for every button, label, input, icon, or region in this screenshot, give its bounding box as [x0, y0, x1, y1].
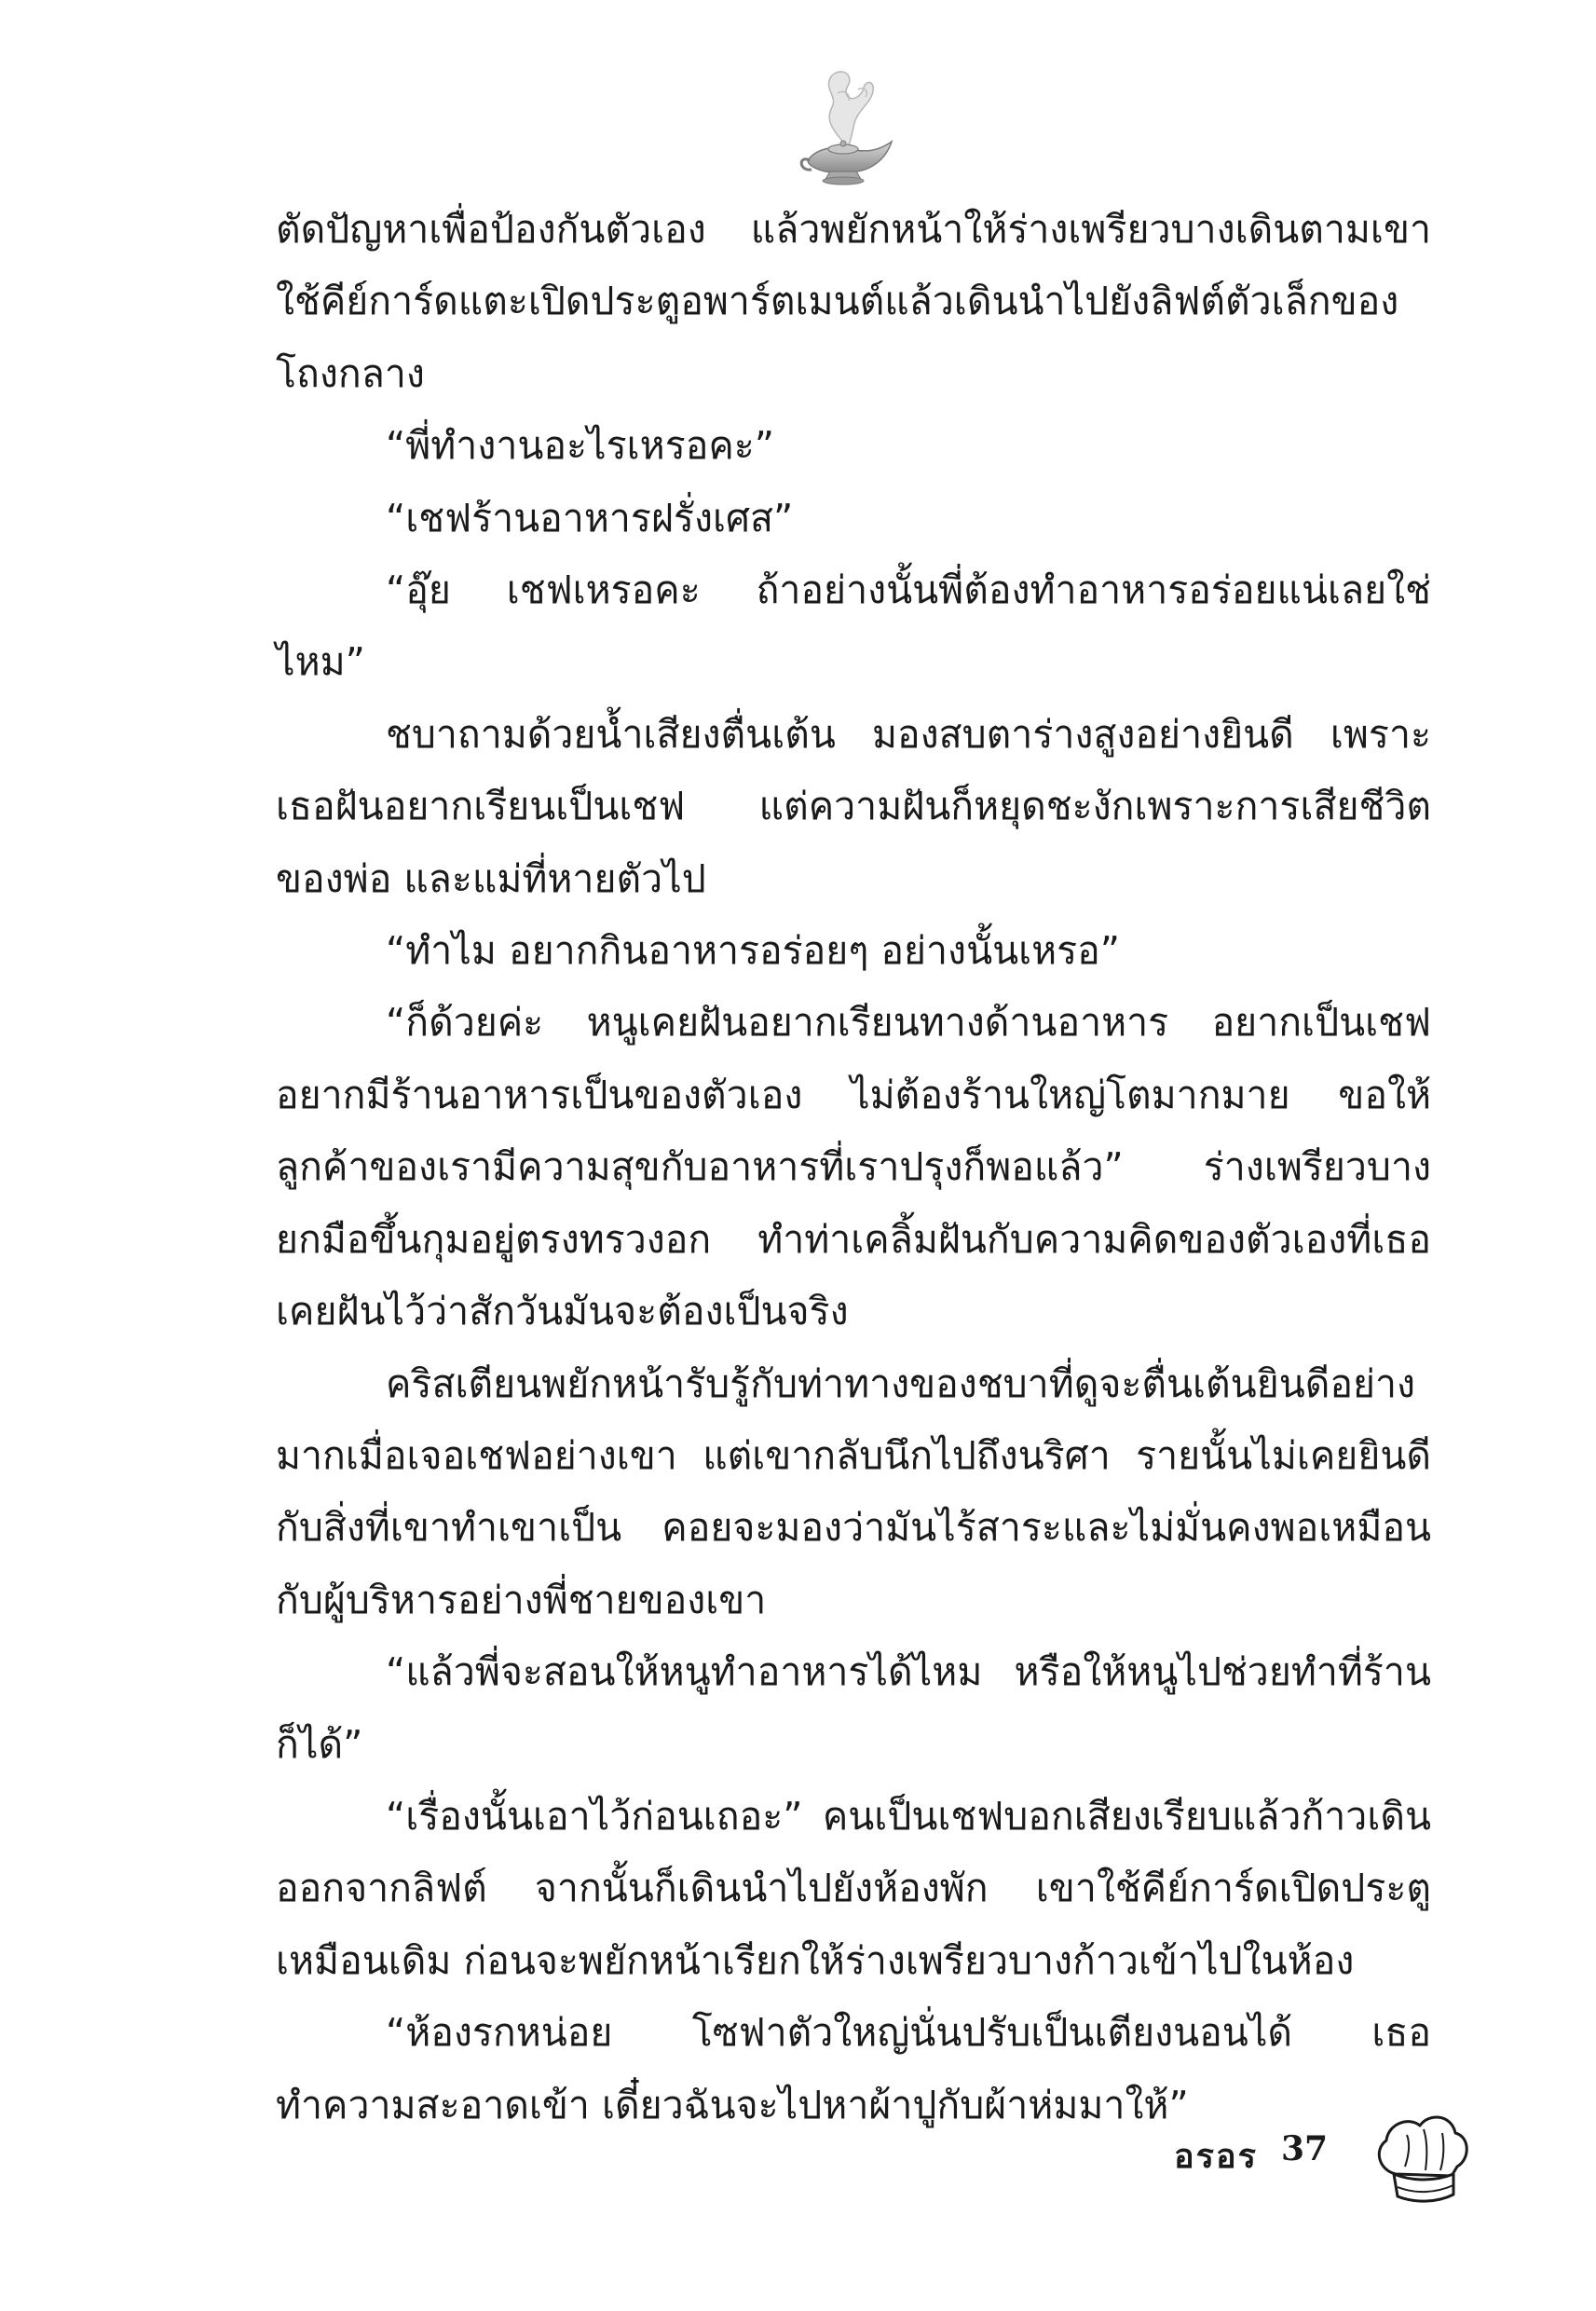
body-text [276, 194, 1431, 2141]
genie-lamp-icon [797, 56, 899, 196]
page-footer [1155, 2101, 1491, 2250]
paragraph: “อุ๊ย เชฟเหรอคะ ถ้าอย่างนั้นพี่ต้องทำอาหารอร่อยแน่เลยใช่ไหม” [276, 567, 1431, 685]
paragraph: “ห้องรกหน่อย โซฟาตัวใหญ่นั่นปรับเป็นเตียงนอนได้ เธอทำความสะอาดเข้า เดี๋ยวฉันจะไปหาผ้าปูกับผ้าห่มมาให้” [276, 2010, 1431, 2127]
paragraph: คริสเตียนพยักหน้ารับรู้กับท่าทางของชบาที่ดูจะตื่นเต้นยินดีอย่างมากเมื่อเจอเชฟอย่างเขา แต่เขากลับนึกไปถึงนริศา รายนั้นไม่เคยยินดีกับสิ่งที่เขาทำเขาเป็น คอยจะมองว่ามันไร้สาระและไม่มั่นคงพอเหมือนกับผู้บริหารอย่างพี่ชายของเขา [276, 1361, 1431, 1622]
paragraph: ชบาถามด้วยน้ำเสียงตื่นเต้น มองสบตาร่างสูงอย่างยินดี เพราะเธอฝันอยากเรียนเป็นเชฟ แต่ความฝันก็หยุดชะงักเพราะการเสียชีวิตของพ่อ และแม่ที่หายตัวไป [276, 711, 1431, 901]
paragraph: “เรื่องนั้นเอาไว้ก่อนเถอะ” คนเป็นเชฟบอกเสียงเรียบแล้วก้าวเดินออกจากลิฟต์ จากนั้นก็เดินนำไปยังห้องพัก เขาใช้คีย์การ์ดเปิดประตูเหมือนเดิม ก่อนจะพยักหน้าเรียกให้ร่างเพรียวบางก้าวเข้าไปในห้อง [276, 1793, 1431, 1983]
paragraph: “เชฟร้านอาหารฝรั่งเศส” [386, 495, 794, 540]
paragraph: “ก็ด้วยค่ะ หนูเคยฝันอยากเรียนทางด้านอาหาร อยากเป็นเชฟอยากมีร้านอาหารเป็นของตัวเอง ไม่ต้องร้านใหญ่โตมากมาย ขอให้ลูกค้าของเรามีความสุขกับอาหารที่เราปรุงก็พอแล้ว” ร่างเพรียวบางยกมือขึ้นกุมอยู่ตรงทรวงอก ทำท่าเคลิ้มฝันกับความคิดของตัวเองที่เธอเคยฝันไว้ว่าสักวันมันจะต้องเป็นจริง [276, 1000, 1431, 1334]
chef-hat-icon [1370, 2101, 1472, 2213]
paragraph: ตัดปัญหาเพื่อป้องกันตัวเอง แล้วพยักหน้าให้ร่างเพรียวบางเดินตามเขาใช้คีย์การ์ดแตะเปิดประตูอพาร์ตเมนต์แล้วเดินนำไปยังลิฟต์ตัวเล็กของโถงกลาง [276, 207, 1431, 396]
page-number: 37 [1281, 2129, 1329, 2168]
paragraph: “ทำไม อยากกินอาหารอร่อยๆ อย่างนั้นเหรอ” [386, 928, 1121, 974]
paragraph: “พี่ทำงานอะไรเหรอคะ” [386, 423, 775, 469]
paragraph: “แล้วพี่จะสอนให้หนูทำอาหารได้ไหม หรือให้หนูไปช่วยทำที่ร้านก็ได้” [276, 1649, 1431, 1767]
running-title: อรอร [1174, 2137, 1258, 2176]
